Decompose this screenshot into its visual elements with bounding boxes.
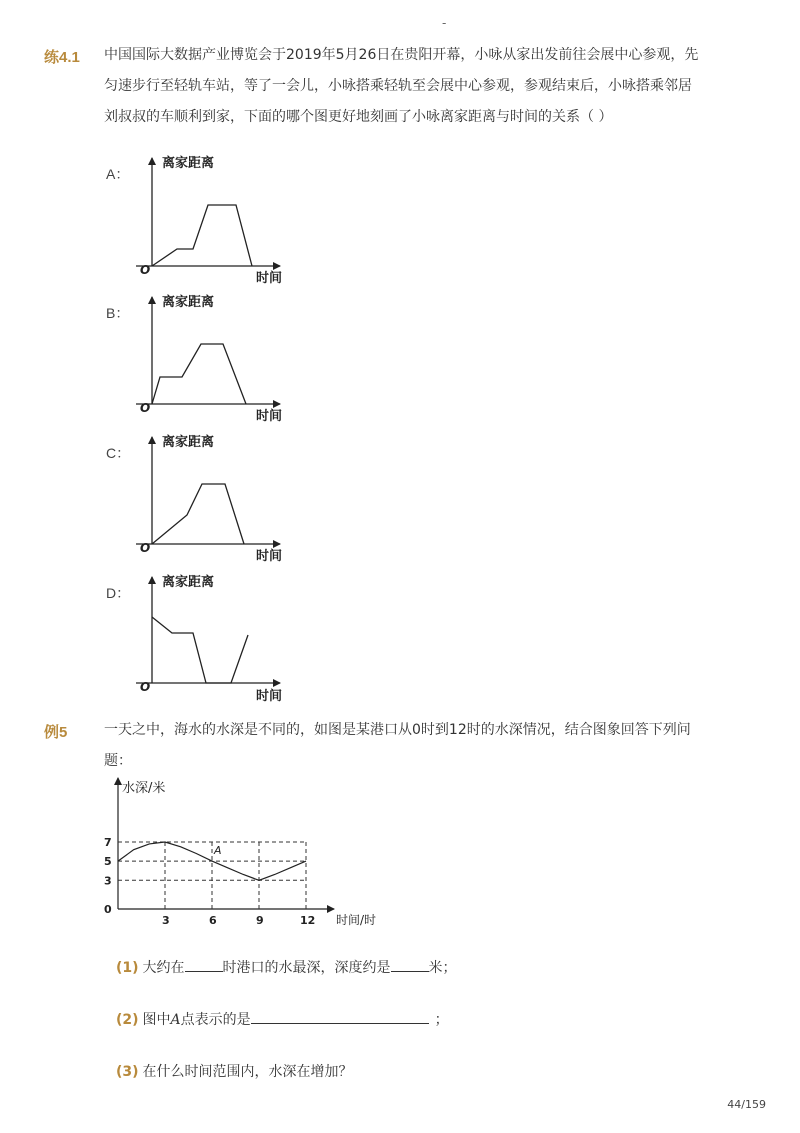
example-label: 例5 [44, 724, 68, 741]
page-top-mark: - [442, 16, 447, 30]
point-a-ref: A [170, 1012, 181, 1028]
x-tick-label: 9 [256, 914, 264, 927]
option-a-graph [130, 150, 300, 290]
exercise-text [104, 40, 784, 133]
x-axis-label: 时间 [256, 549, 283, 564]
option-d-graph [130, 569, 300, 709]
exercise-line: 匀速步行至轻轨车站，等了一会儿，小咏搭乘轻轨至会展中心参观，参观结束后，小咏搭乘邻居 [104, 78, 692, 94]
point-a-label: A [214, 844, 222, 858]
y-axis-label: 离家距离 [162, 575, 215, 590]
option-b-label: B： [106, 305, 130, 321]
y-axis-label: 水深/米 [122, 781, 166, 796]
y-tick-label: 3 [104, 874, 112, 888]
question-1 [116, 957, 457, 977]
example-text [104, 715, 784, 777]
answer-blank[interactable] [251, 1009, 429, 1024]
question-3 [116, 1061, 353, 1081]
option-c-graph [130, 429, 300, 569]
option-c-label: C： [106, 445, 131, 461]
exercise-line: 刘叔叔的车顺利到家，下面的哪个图更好地刻画了小咏离家距离与时间的关系（ ） [104, 109, 613, 125]
water-depth-chart [98, 772, 398, 932]
option-d-label: D： [106, 585, 131, 601]
distance-curve [152, 617, 248, 683]
y-axis-label: 离家距离 [162, 295, 215, 310]
y-tick-label: 7 [104, 836, 112, 849]
question-number: (3) [116, 1064, 139, 1080]
x-tick-label: 3 [162, 914, 170, 927]
example-line: 题： [104, 753, 132, 769]
origin-label: 0 [104, 903, 112, 916]
page-number: 44/159 [727, 1098, 766, 1111]
exercise-label: 练4.1 [44, 49, 80, 66]
x-axis-label: 时间/时 [336, 913, 377, 927]
origin-label: O [140, 263, 151, 277]
origin-label: O [140, 541, 151, 555]
question-2 [116, 1009, 449, 1029]
distance-curve [152, 205, 252, 266]
grid-lines [118, 842, 306, 909]
origin-label: O [140, 401, 151, 415]
x-axis-label: 时间 [256, 689, 283, 704]
exercise-line: 中国国际大数据产业博览会于2019年5月26日在贵阳开幕，小咏从家出发前往会展中心参观，先 [104, 47, 699, 63]
y-axis-label: 离家距离 [162, 156, 215, 171]
example-line: 一天之中，海水的水深是不同的，如图是某港口从0时到12时的水深情况，结合图象回答下列问 [104, 722, 691, 738]
question-text: 点表示的是 [180, 1012, 251, 1028]
origin-label: O [140, 680, 151, 694]
distance-curve [152, 484, 244, 544]
y-tick-label: 5 [104, 855, 112, 869]
question-text: 在什么时间范围内，水深在增加？ [142, 1064, 353, 1080]
question-text: 图中 [142, 1012, 171, 1028]
x-tick-label: 12 [300, 914, 316, 927]
option-b-graph [130, 289, 300, 429]
tick-labels [104, 836, 315, 927]
distance-curve [152, 344, 246, 404]
option-a-label: A： [106, 166, 130, 182]
question-text: ； [434, 1012, 449, 1028]
y-axis-label: 离家距离 [162, 435, 215, 450]
x-axis-label: 时间 [256, 409, 283, 424]
question-number: (1) [116, 960, 139, 976]
answer-blank[interactable] [185, 957, 223, 972]
question-text: 时港口的水最深，深度约是 [222, 960, 391, 976]
x-axis-label: 时间 [256, 271, 283, 286]
answer-blank[interactable] [391, 957, 429, 972]
question-number: (2) [116, 1012, 139, 1028]
question-text: 大约在 [142, 960, 185, 976]
x-tick-label: 6 [209, 914, 217, 927]
question-text: 米； [428, 960, 457, 976]
